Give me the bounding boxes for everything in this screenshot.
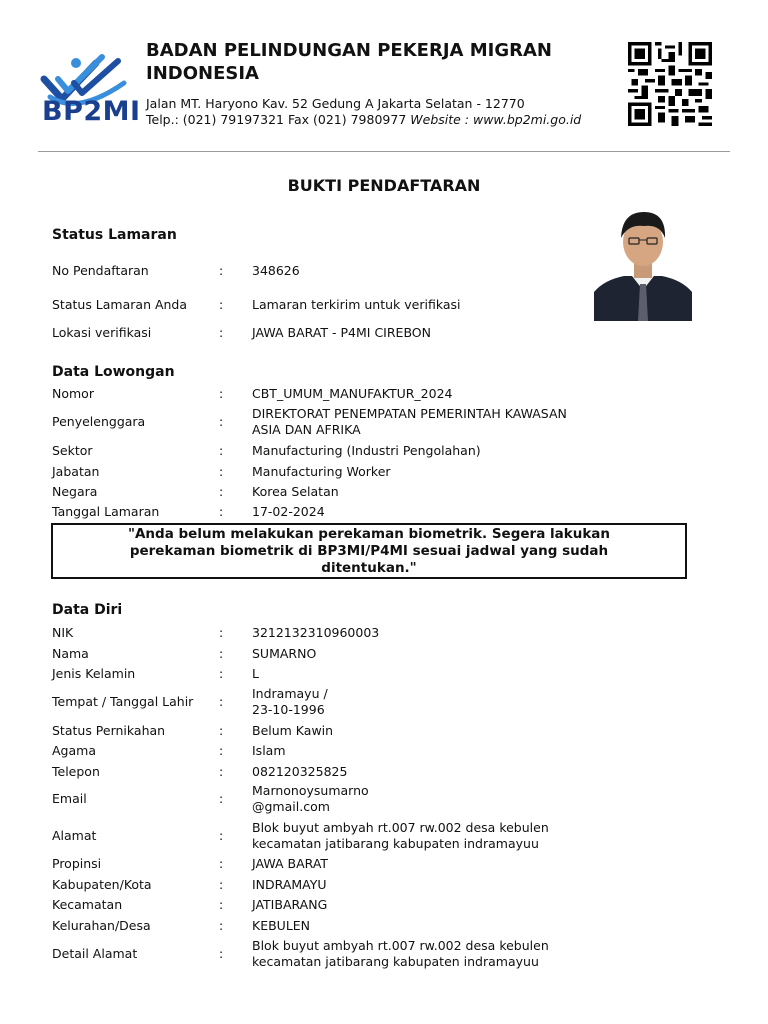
field-label: Nama xyxy=(52,646,89,661)
address-block xyxy=(146,96,581,128)
field-value: CBT_UMUM_MANUFAKTUR_2024 xyxy=(252,386,453,401)
field-separator: : xyxy=(219,764,224,779)
field-label: Lokasi verifikasi xyxy=(52,325,152,340)
document-title: BUKTI PENDAFTARAN xyxy=(287,176,481,195)
field-label: Email xyxy=(52,791,87,806)
field-separator: : xyxy=(219,625,224,640)
field-label: Status Lamaran Anda xyxy=(52,297,188,312)
field-label: Tempat / Tanggal Lahir xyxy=(52,694,194,709)
field-separator: : xyxy=(219,263,224,278)
field-separator: : xyxy=(219,386,224,401)
field-value: L xyxy=(252,666,259,681)
field-label: Kelurahan/Desa xyxy=(52,918,151,933)
qr-code xyxy=(626,42,714,126)
field-separator: : xyxy=(219,414,224,429)
section-lowongan-heading: Data Lowongan xyxy=(52,364,175,380)
field-separator: : xyxy=(219,946,224,961)
field-value: Indramayu / 23-10-1996 xyxy=(252,686,328,717)
field-value: Belum Kawin xyxy=(252,723,334,738)
field-label: Detail Alamat xyxy=(52,946,138,961)
field-separator: : xyxy=(219,504,224,519)
field-value: KEBULEN xyxy=(252,918,311,933)
field-label: Jenis Kelamin xyxy=(52,666,136,681)
field-label: Jabatan xyxy=(52,464,100,479)
field-label: Agama xyxy=(52,743,96,758)
field-value: 17-02-2024 xyxy=(252,504,325,519)
field-value: JAWA BARAT xyxy=(252,856,329,871)
field-value: JAWA BARAT - P4MI CIREBON xyxy=(252,325,431,340)
field-label: Penyelenggara xyxy=(52,414,146,429)
field-label: Kecamatan xyxy=(52,897,123,912)
field-value: Blok buyut ambyah rt.007 rw.002 desa kebulen kecamatan jatibarang kabupaten indramayuu xyxy=(252,820,549,851)
section-status-heading: Status Lamaran xyxy=(52,227,177,243)
logo-text: BP2MI xyxy=(42,96,141,127)
field-label: Telepon xyxy=(52,764,100,779)
organization-name: BADAN PELINDUNGAN PEKERJA MIGRAN INDONESIA xyxy=(146,40,552,84)
field-label: No Pendaftaran xyxy=(52,263,149,278)
field-value: Manufacturing Worker xyxy=(252,464,391,479)
field-value: Marnonoysumarno @gmail.com xyxy=(252,783,369,814)
phone-fax: Telp.: (021) 79197321 Fax (021) 7980977 xyxy=(146,112,407,127)
field-separator: : xyxy=(219,646,224,661)
field-label: Kabupaten/Kota xyxy=(52,877,152,892)
field-value: Lamaran terkirim untuk verifikasi xyxy=(252,297,461,312)
field-separator: : xyxy=(219,484,224,499)
field-label: Status Pernikahan xyxy=(52,723,166,738)
field-value: DIREKTORAT PENEMPATAN PEMERINTAH KAWASAN ASIA DAN AFRIKA xyxy=(252,406,567,437)
field-separator: : xyxy=(219,877,224,892)
field-value: Blok buyut ambyah rt.007 rw.002 desa kebulen kecamatan jatibarang kabupaten indramayuu xyxy=(252,938,549,969)
field-label: NIK xyxy=(52,625,74,640)
field-separator: : xyxy=(219,325,224,340)
contact-line xyxy=(146,112,581,128)
field-label: Negara xyxy=(52,484,98,499)
field-value: 082120325825 xyxy=(252,764,348,779)
field-separator: : xyxy=(219,918,224,933)
biometric-notice: "Anda belum melakukan perekaman biometrik. Segera lakukan perekaman biometrik di BP3MI/P4MI sesuai jadwal yang sudah ditentukan." xyxy=(51,523,687,579)
field-separator: : xyxy=(219,464,224,479)
field-value: 3212132310960003 xyxy=(252,625,380,640)
field-separator: : xyxy=(219,443,224,458)
field-value: Islam xyxy=(252,743,286,758)
field-label: Propinsi xyxy=(52,856,102,871)
field-separator: : xyxy=(219,694,224,709)
field-value: 348626 xyxy=(252,263,300,278)
header-divider xyxy=(38,151,730,152)
address-line: Jalan MT. Haryono Kav. 52 Gedung A Jakarta Selatan - 12770 xyxy=(146,96,525,111)
field-value: INDRAMAYU xyxy=(252,877,327,892)
field-label: Nomor xyxy=(52,386,94,401)
field-value: JATIBARANG xyxy=(252,897,328,912)
field-separator: : xyxy=(219,897,224,912)
field-separator: : xyxy=(219,791,224,806)
field-separator: : xyxy=(219,666,224,681)
field-value: Manufacturing (Industri Pengolahan) xyxy=(252,443,481,458)
field-separator: : xyxy=(219,743,224,758)
field-separator: : xyxy=(219,856,224,871)
field-label: Alamat xyxy=(52,828,97,843)
website[interactable]: Website : www.bp2mi.go.id xyxy=(410,112,582,127)
field-label: Tanggal Lamaran xyxy=(52,504,160,519)
field-separator: : xyxy=(219,828,224,843)
field-separator: : xyxy=(219,297,224,312)
field-value: SUMARNO xyxy=(252,646,317,661)
field-separator: : xyxy=(219,723,224,738)
field-label: Sektor xyxy=(52,443,93,458)
field-value: Korea Selatan xyxy=(252,484,339,499)
section-diri-heading: Data Diri xyxy=(52,602,123,618)
